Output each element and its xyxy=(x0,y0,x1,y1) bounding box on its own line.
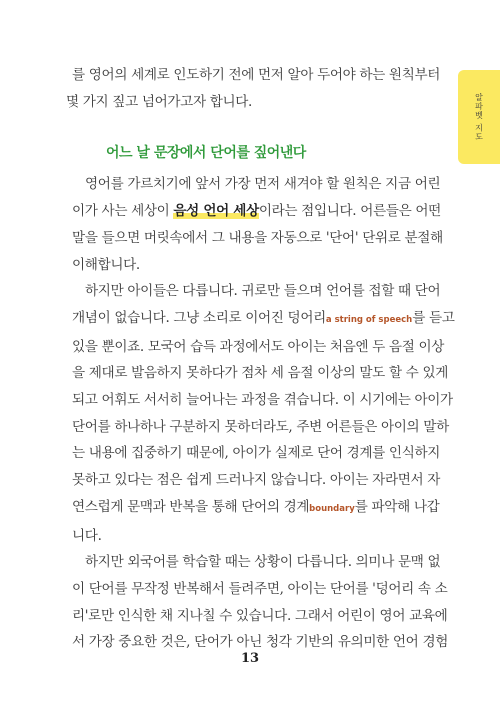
p1-line-2-post: 이라는 점입니다. 어른들은 어떤 xyxy=(258,203,441,220)
p2-line-9-post: 를 파악해 나갑 xyxy=(354,498,440,515)
gloss-string-of-speech: a string of speech xyxy=(325,314,413,325)
gloss-boundary: boundary xyxy=(309,503,355,514)
p1-line-3: 말을 들으면 머릿속에서 그 내용을 자동으로 '단어' 단위로 분절해 xyxy=(72,229,443,246)
p2-line-9 xyxy=(72,494,452,523)
p2-line-7: 는 내용에 집중하기 때문에, 아이가 실제로 단어 경계를 인식하지 xyxy=(72,445,441,462)
p3-line-2: 이 단어를 무작정 반복해서 들려주면, 아이는 단어를 '덩어리 속 소 xyxy=(72,580,448,597)
p3-line-3: 리'로만 인식한 채 지나칠 수 있습니다. 그래서 어린이 영어 교육에 xyxy=(72,607,448,624)
section-heading: 어느 날 문장에서 단어를 짚어낸다 xyxy=(106,145,306,161)
p2-line-5: 되고 어휘도 서서히 늘어나는 과정을 겪습니다. 이 시기에는 아이가 xyxy=(72,392,453,409)
p1-line-4: 이해합니다. xyxy=(72,256,140,273)
page-number: 13 xyxy=(240,651,260,666)
p1-line-2 xyxy=(72,198,452,225)
p2-line-4: 을 제대로 발음하지 못하다가 점차 세 음절 이상의 말도 할 수 있게 xyxy=(72,365,449,382)
intro-line-2: 몇 가지 짚고 넘어가고자 합니다. xyxy=(66,93,253,110)
p2-line-9-pre: 연스럽게 문맥과 반복을 통해 단어의 경계 xyxy=(72,498,310,515)
p2-line-2-post: 를 듣고 xyxy=(412,309,455,326)
p3-line-1: 하지만 외국어를 학습할 때는 상황이 다릅니다. 의미나 문맥 없 xyxy=(85,554,441,571)
p1-line-1: 영어를 가르치기에 앞서 가장 먼저 새겨야 할 원칙은 지금 어린 xyxy=(85,176,441,193)
p2-line-10: 니다. xyxy=(72,527,102,544)
p2-line-6: 단어를 하나하나 구분하지 못하더라도, 주변 어른들은 아이의 말하 xyxy=(72,418,449,435)
chapter-tab-label: 알파벳 지도 xyxy=(474,92,484,142)
emphasis-voice-world: 음성 언어 세상 xyxy=(173,203,259,220)
p3-line-4: 서 가장 중요한 것은, 단어가 아닌 청각 기반의 유의미한 언어 경험 xyxy=(72,634,449,651)
p1-line-2-pre: 이가 사는 세상이 xyxy=(72,203,174,220)
p2-line-2 xyxy=(72,305,455,334)
chapter-side-tab[interactable] xyxy=(458,70,500,164)
p2-line-2-pre: 개념이 없습니다. 그냥 소리로 이어진 덩어리 xyxy=(72,309,326,326)
p2-line-3: 있을 뿐이죠. 모국어 습득 과정에서도 아이는 처음엔 두 음절 이상 xyxy=(72,338,445,355)
intro-line-1: 를 영어의 세계로 인도하기 전에 먼저 알아 두어야 하는 원칙부터 xyxy=(72,67,441,83)
p2-line-1: 하지만 아이들은 다릅니다. 귀로만 들으며 언어를 접할 때 단어 xyxy=(85,283,441,300)
p2-line-8: 못하고 있다는 점은 쉽게 드러나지 않습니다. 아이는 자라면서 자 xyxy=(72,472,441,489)
